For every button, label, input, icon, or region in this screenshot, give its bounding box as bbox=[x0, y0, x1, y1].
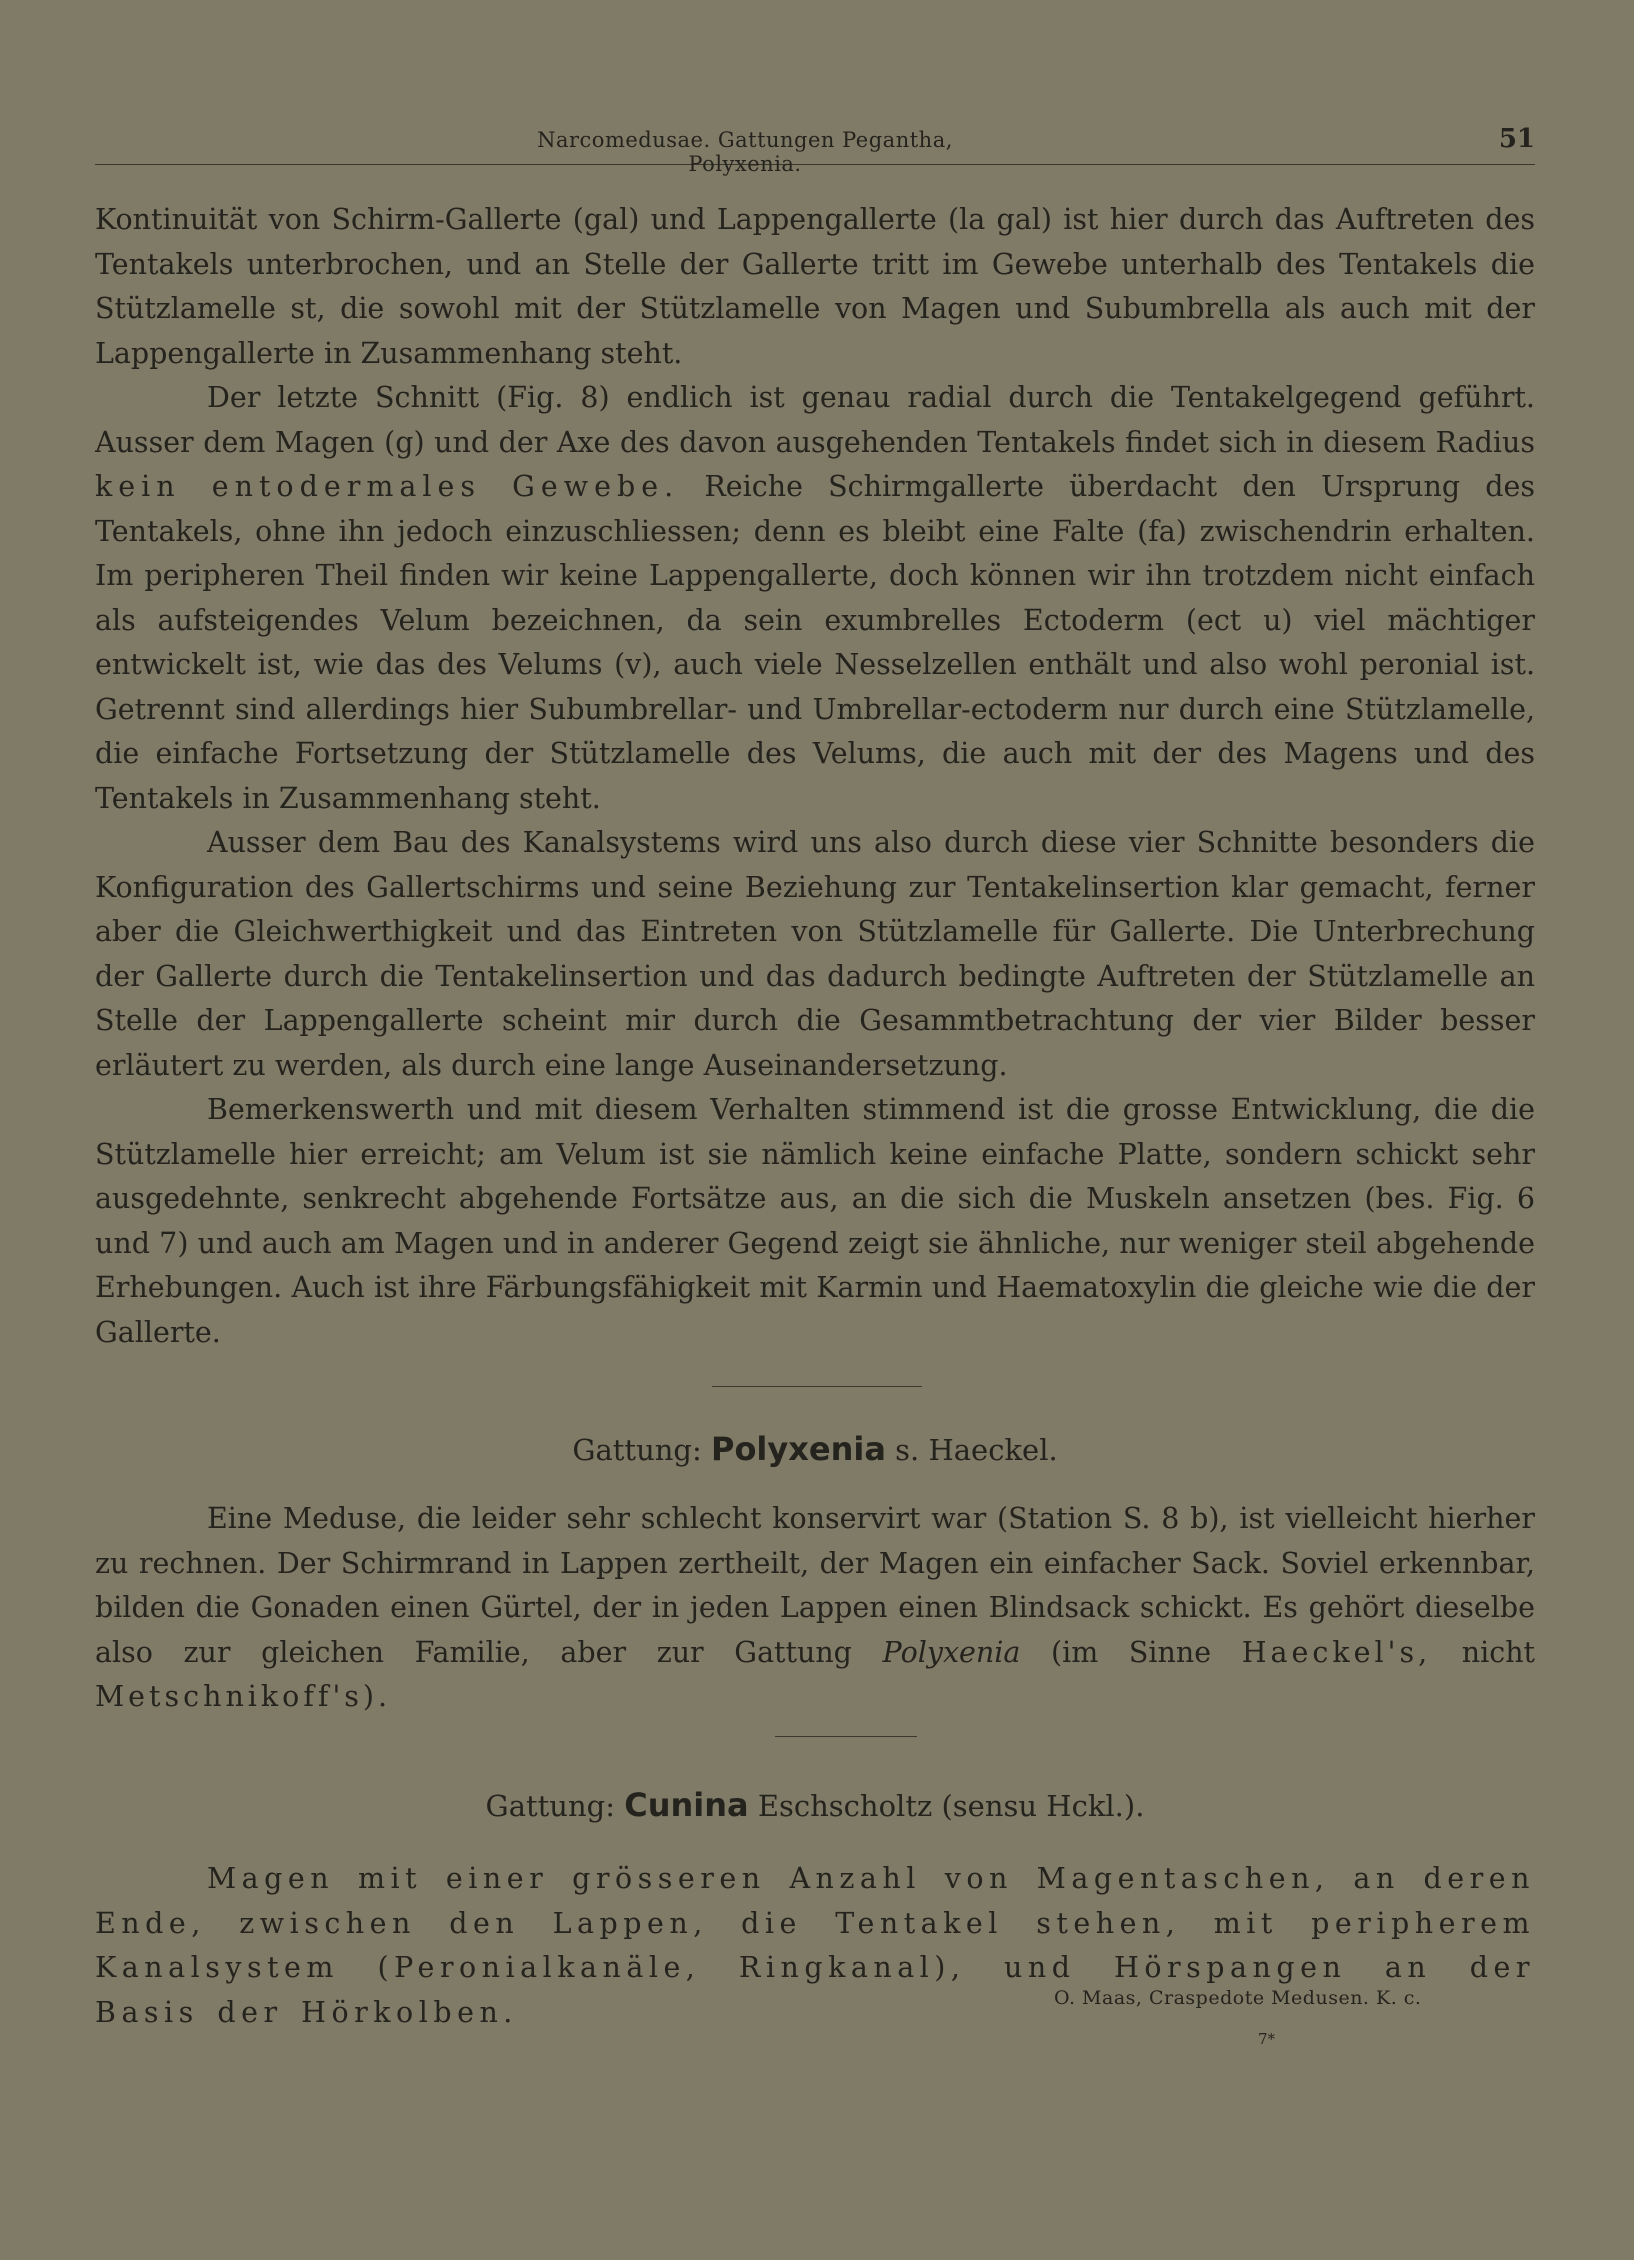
polyxenia-heading-author: s. Haeckel. bbox=[895, 1433, 1058, 1467]
polyxenia-text-c: nicht bbox=[1461, 1635, 1536, 1669]
cunina-heading-author: Eschscholtz (sensu Hckl.). bbox=[757, 1789, 1145, 1823]
paragraph-2 bbox=[95, 376, 1535, 821]
signature-mark: 7* bbox=[1258, 2030, 1276, 2048]
paragraph-4: Bemerkenswerth und mit diesem Verhalten stimmend ist die grosse Entwicklung, die die Stützlamelle hier erreicht; am Velum ist sie nämlich keine einfache Platte, sondern schickt sehr ausgedehnte, senkrecht abgehende Fortsätze aus, an die sich die Muskeln ansetzen (bes. Fig. 6 und 7) und auch am Magen und in anderer Gegend zeigt sie ähnliche, nur weniger steil abgehende Erhebungen. Auch ist ihre Färbungsfähigkeit mit Karmin und Haematoxylin die gleiche wie die der Gallerte. bbox=[95, 1093, 1535, 1349]
polyxenia-author-haeckel: Haeckel's, bbox=[1241, 1635, 1432, 1669]
running-header bbox=[95, 124, 1535, 176]
polyxenia-text-a: Eine Meduse, die leider sehr schlecht konservirt war (Station S. 8 b), ist vielleicht hierher zu rechnen. Der Schirmrand in Lappen zertheilt, der Magen ein einfacher Sack. Soviel erkennbar, bilden die Gonaden einen Gürtel, der in jeden Lappen einen Blindsack schickt. Es gehört dieselbe also zur gleichen Familie, aber zur Gattung bbox=[95, 1502, 1535, 1669]
section-divider bbox=[775, 1736, 917, 1737]
paragraph-2-emphasis: kein entodermales Gewebe. bbox=[95, 470, 680, 503]
main-text bbox=[95, 198, 1535, 1355]
polyxenia-genus-name: Polyxenia bbox=[710, 1430, 886, 1468]
footer-note: O. Maas, Craspedote Medusen. K. c. bbox=[1054, 1987, 1422, 2009]
page-number: 51 bbox=[1498, 124, 1535, 154]
paragraph-2-part-a: Der letzte Schnitt (Fig. 8) endlich ist genau radial durch die Tentakelgegend geführt. Ausser dem Magen (g) und der Axe des davon ausgehenden Tentakels findet sich in diesem Radius bbox=[95, 381, 1535, 459]
paragraph-2-part-b: Reiche Schirmgallerte überdacht den Ursprung des Tentakels, ohne ihn jedoch einzuschliessen; denn es bleibt eine Falte (fa) zwischendrin erhalten. Im peripheren Theil finden wir keine Lappengallerte, doch können wir ihn trotzdem nicht einfach als aufsteigendes Velum bezeichnen, da sein exumbrelles Ectoderm (ect u) viel mächtiger entwickelt ist, wie das des Velums (v), auch viele Nesselzellen enthält und also wohl peronial ist. Getrennt sind allerdings hier Subumbrellar- und Umbrellar-ectoderm nur durch eine Stützlamelle, die einfache Fortsetzung der Stützlamelle des Velums, die auch mit der des Magens und des Tentakels in Zusammenhang steht. bbox=[95, 470, 1535, 815]
cunina-heading-prefix: Gattung: bbox=[485, 1789, 615, 1823]
cunina-paragraph: Magen mit einer grösseren Anzahl von Magentaschen, an deren Ende, zwischen den Lappen, die Tentakel stehen, mit peripherem Kanalsystem (Peronialkanäle, Ringkanal), und Hörspangen an der Basis der Hörkolben. bbox=[95, 1862, 1535, 2029]
running-title: Narcomedusae. Gattungen Pegantha, Polyxenia. bbox=[537, 128, 953, 176]
polyxenia-text-b: (im Sinne bbox=[1050, 1635, 1212, 1669]
polyxenia-heading bbox=[95, 1430, 1535, 1468]
section-divider bbox=[712, 1386, 922, 1387]
paragraph-1: Kontinuität von Schirm-Gallerte (gal) und Lappengallerte (la gal) ist hier durch das Auftreten des Tentakels unterbrochen, und an Stelle der Gallerte tritt im Gewebe unterhalb des Tentakels die Stützlamelle st, die sowohl mit der Stützlamelle von Magen und Subumbrella als auch mit der Lappengallerte in Zusammenhang steht. bbox=[95, 203, 1535, 370]
polyxenia-heading-prefix: Gattung: bbox=[572, 1433, 702, 1467]
polyxenia-author-metschnikoff: Metschnikoff's). bbox=[95, 1680, 392, 1713]
polyxenia-section bbox=[95, 1497, 1535, 1720]
polyxenia-paragraph bbox=[95, 1497, 1535, 1720]
cunina-genus-name: Cunina bbox=[624, 1786, 749, 1824]
paragraph-3: Ausser dem Bau des Kanalsystems wird uns also durch diese vier Schnitte besonders die Konfiguration des Gallertschirms und seine Beziehung zur Tentakelinsertion klar gemacht, ferner aber die Gleichwerthigkeit und das Eintreten von Stützlamelle für Gallerte. Die Unterbrechung der Gallerte durch die Tentakelinsertion und das dadurch bedingte Auftreten der Stützlamelle an Stelle der Lappengallerte scheint mir durch die Gesammtbetrachtung der vier Bilder besser erläutert zu werden, als durch eine lange Auseinandersetzung. bbox=[95, 826, 1535, 1082]
cunina-heading bbox=[95, 1786, 1535, 1824]
polyxenia-genus-italic: Polyxenia bbox=[882, 1635, 1021, 1669]
